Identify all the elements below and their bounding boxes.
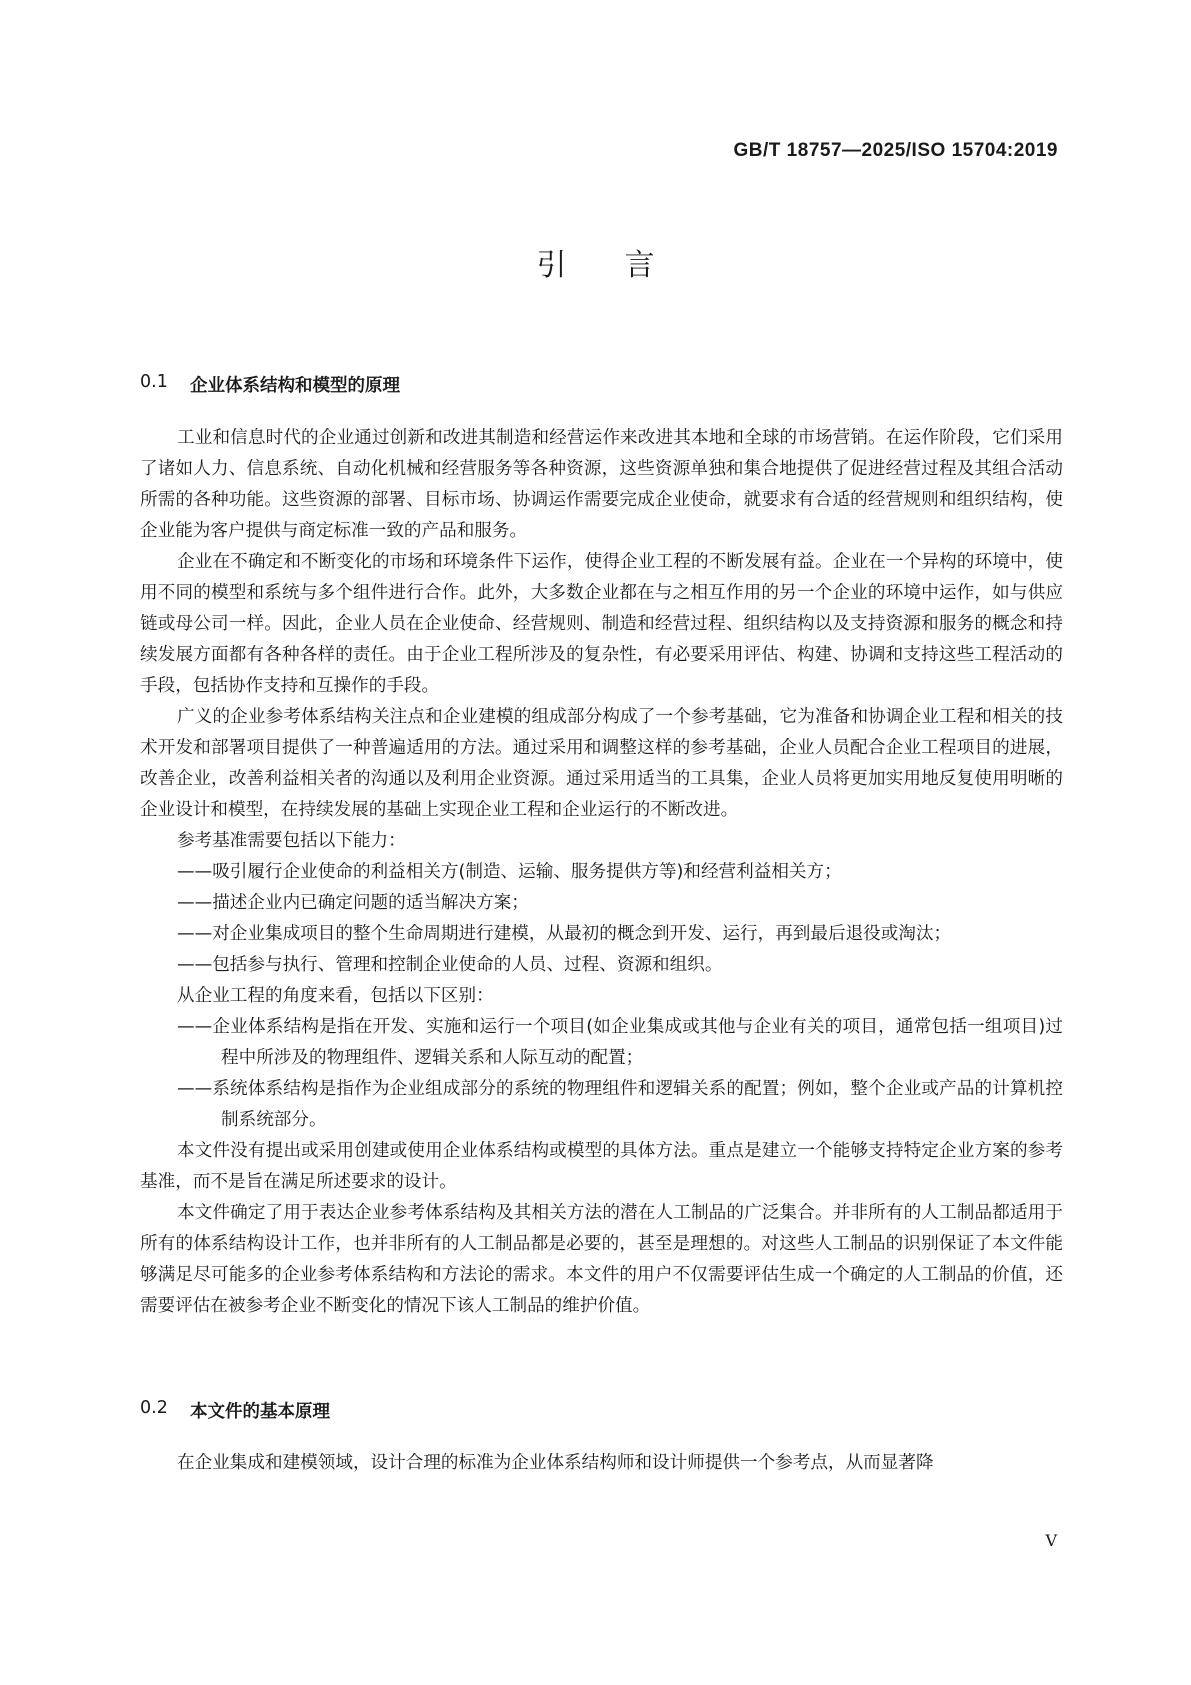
paragraph: 在企业集成和建模领域，设计合理的标准为企业体系结构师和设计师提供一个参考点，从而显著降	[177, 1453, 934, 1473]
list-item: ——描述企业内已确定问题的适当解决方案；	[177, 893, 529, 913]
section-number: 0.2	[140, 1398, 168, 1418]
paragraph: 企业在不确定和不断变化的市场和环境条件下运作，使得企业工程的不断发展有益。企业在一个异构的环境中，使用不同的模型和系统与多个组件进行合作。此外，大多数企业都在与之相互作用的另一个企业的环境中运作，如与供应链或母公司一样。因此，企业人员在企业使命、经营规则、制造和经营过程、组织结构以及支持资源和服务的概念和持续发展方面都有各种各样的责任。由于企业工程所涉及的复杂性，有必要采用评估、构建、协调和支持这些工程活动的手段，包括协作支持和互操作的手段。	[140, 552, 1063, 696]
section-body-0-2	[140, 1448, 1063, 1479]
standard-code: GB/T 18757—2025/ISO 15704:2019	[733, 140, 1058, 161]
list-item: ——吸引履行企业使命的利益相关方(制造、运输、服务提供方等)和经营利益相关方；	[177, 862, 842, 882]
list-item: ——企业体系结构是指在开发、实施和运行一个项目(如企业集成或其他与企业有关的项目，通常包括一组项目)过程中所涉及的物理组件、逻辑关系和人际互动的配置；	[177, 1017, 1063, 1068]
paragraph: 广义的企业参考体系结构关注点和企业建模的组成部分构成了一个参考基础，它为准备和协调企业工程和相关的技术开发和部署项目提供了一种普遍适用的方法。通过采用和调整这样的参考基础，企业人员配合企业工程项目的进展，改善企业，改善利益相关者的沟通以及利用企业资源。通过采用适当的工具集，企业人员将更加实用地反复使用明晰的企业设计和模型，在持续发展的基础上实现企业工程和企业运行的不断改进。	[140, 707, 1063, 820]
section-body-0-1	[140, 423, 1063, 1322]
section-heading-0-2	[140, 1398, 330, 1423]
section-heading-0-1	[140, 372, 400, 397]
paragraph: 本文件没有提出或采用创建或使用企业体系结构或模型的具体方法。重点是建立一个能够支持特定企业方案的参考基准，而不是旨在满足所述要求的设计。	[140, 1141, 1063, 1192]
list-item: ——系统体系结构是指作为企业组成部分的系统的物理组件和逻辑关系的配置；例如，整个企业或产品的计算机控制系统部分。	[177, 1079, 1063, 1130]
paragraph: 参考基准需要包括以下能力：	[177, 831, 406, 851]
page-number: V	[1045, 1531, 1057, 1550]
paragraph: 从企业工程的角度来看，包括以下区别：	[177, 986, 494, 1006]
paragraph: 工业和信息时代的企业通过创新和改进其制造和经营运作来改进其本地和全球的市场营销。在运作阶段，它们采用了诸如人力、信息系统、自动化机械和经营服务等各种资源，这些资源单独和集合地提供了促进经营过程及其组合活动所需的各种功能。这些资源的部署、目标市场、协调运作需要完成企业使命，就要求有合适的经营规则和组织结构，使企业能为客户提供与商定标准一致的产品和服务。	[140, 428, 1063, 541]
section-title: 本文件的基本原理	[190, 1402, 330, 1422]
page-title: 引言	[536, 248, 713, 283]
list-item: ——包括参与执行、管理和控制企业使命的人员、过程、资源和组织。	[177, 955, 723, 975]
paragraph: 本文件确定了用于表达企业参考体系结构及其相关方法的潜在人工制品的广泛集合。并非所有的人工制品都适用于所有的体系结构设计工作，也并非所有的人工制品都是必要的，甚至是理想的。对这些人工制品的识别保证了本文件能够满足尽可能多的企业参考体系结构和方法论的需求。本文件的用户不仅需要评估生成一个确定的人工制品的价值，还需要评估在被参考企业不断变化的情况下该人工制品的维护价值。	[140, 1203, 1063, 1316]
section-number: 0.1	[140, 372, 168, 392]
list-item: ——对企业集成项目的整个生命周期进行建模，从最初的概念到开发、运行，再到最后退役或淘汰；	[177, 924, 952, 944]
section-title: 企业体系结构和模型的原理	[190, 376, 400, 396]
